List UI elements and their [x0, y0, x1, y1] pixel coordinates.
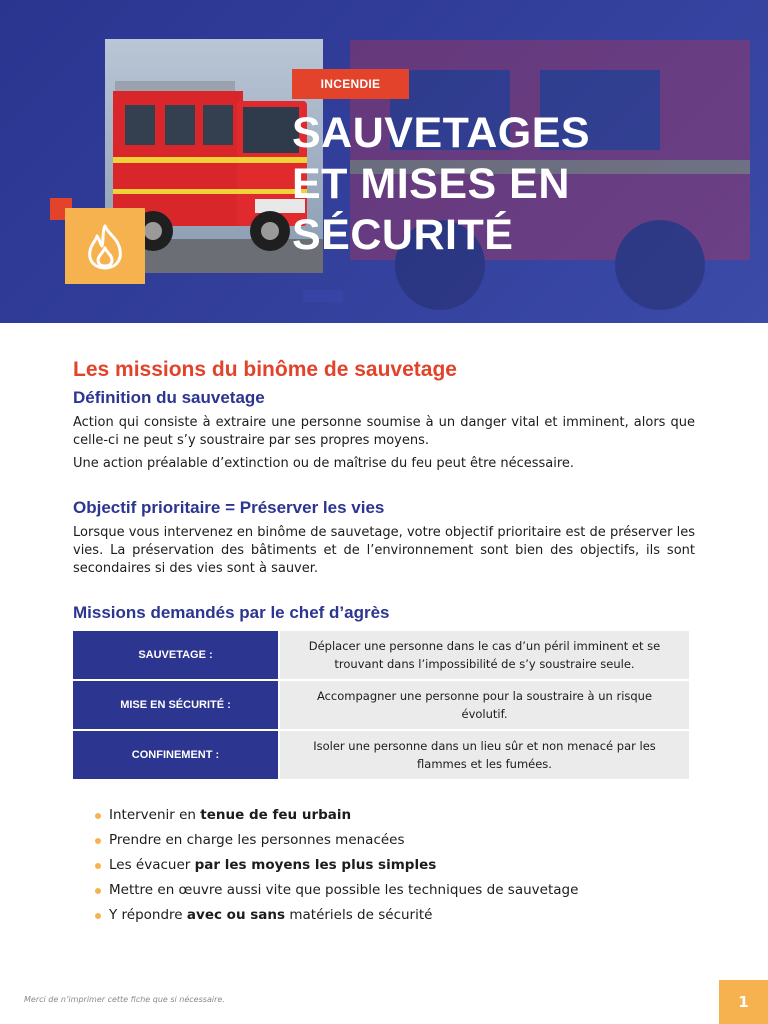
mission-label: MISE EN SÉCURITÉ : — [73, 681, 278, 729]
mission-description: Isoler une personne dans un lieu sûr et non menacé par les flammes et les fumées. — [280, 731, 689, 779]
list-item — [95, 803, 695, 828]
page-title-line: SAUVETAGES — [292, 109, 591, 157]
list-item-text: Intervenir en — [109, 807, 201, 823]
mission-label: SAUVETAGE : — [73, 631, 278, 679]
mission-description: Accompagner une personne pour la soustraire à un risque évolutif. — [280, 681, 689, 729]
list-item-bold: tenue de feu urbain — [200, 807, 352, 823]
definition-paragraph: Action qui consiste à extraire une personne soumise à un danger vital et imminent, alors que celle-ci ne peut s’y soustraire par ses propres moyens. — [73, 415, 695, 448]
list-item-text: Prendre en charge les personnes menacées — [109, 832, 405, 848]
list-item-text: Y répondre — [109, 907, 187, 923]
bullet-dot-icon — [95, 813, 101, 819]
objective-paragraph: Lorsque vous intervenez en binôme de sauvetage, votre objectif prioritaire est de préserver les vies. La préservation des bâtiments et de l’environnement sont bien des objectifs, ils sont secondaires si des vies sont à sauver. — [73, 525, 695, 576]
page-number: 1 — [719, 980, 768, 1024]
page-title-line: SÉCURITÉ — [292, 211, 514, 259]
mission-label: CONFINEMENT : — [73, 731, 278, 779]
photo-frame-accent — [303, 290, 343, 302]
missions-table — [71, 629, 691, 781]
list-item-text: Les évacuer — [109, 857, 195, 873]
list-item-text: Mettre en œuvre aussi vite que possible les techniques de sauvetage — [109, 882, 579, 898]
definition-heading: Définition du sauvetage — [73, 388, 265, 407]
bullet-dot-icon — [95, 838, 101, 844]
list-item — [95, 903, 695, 928]
table-row — [73, 631, 689, 679]
section-title: Les missions du binôme de sauvetage — [73, 358, 457, 381]
list-item-bold: avec ou sans — [186, 907, 286, 923]
mission-description: Déplacer une personne dans le cas d’un péril imminent et se trouvant dans l’impossibilité de s’y soustraire seule. — [280, 631, 689, 679]
missions-heading: Missions demandés par le chef d’agrès — [73, 603, 390, 622]
objective-heading: Objectif prioritaire = Préserver les vies — [73, 498, 385, 517]
bullet-dot-icon — [95, 888, 101, 894]
list-item — [95, 878, 695, 903]
list-item-text: matériels de sécurité — [285, 907, 433, 923]
definition-paragraph: Une action préalable d’extinction ou de maîtrise du feu peut être nécessaire. — [73, 456, 575, 471]
bullet-list — [95, 803, 695, 928]
list-item-bold: par les moyens les plus simples — [194, 857, 437, 873]
page-title — [292, 108, 722, 261]
main-content — [73, 358, 695, 928]
table-row — [73, 731, 689, 779]
header-banner — [0, 0, 768, 323]
table-row — [73, 681, 689, 729]
list-item — [95, 853, 695, 878]
bullet-dot-icon — [95, 863, 101, 869]
footer-note: Merci de n’imprimer cette fiche que si nécessaire. — [24, 995, 225, 1004]
page-title-line: ET MISES EN — [292, 160, 570, 208]
category-tag: INCENDIE — [292, 69, 409, 99]
flame-badge — [65, 208, 145, 284]
bullet-dot-icon — [95, 913, 101, 919]
list-item — [95, 828, 695, 853]
flame-icon — [82, 222, 128, 270]
